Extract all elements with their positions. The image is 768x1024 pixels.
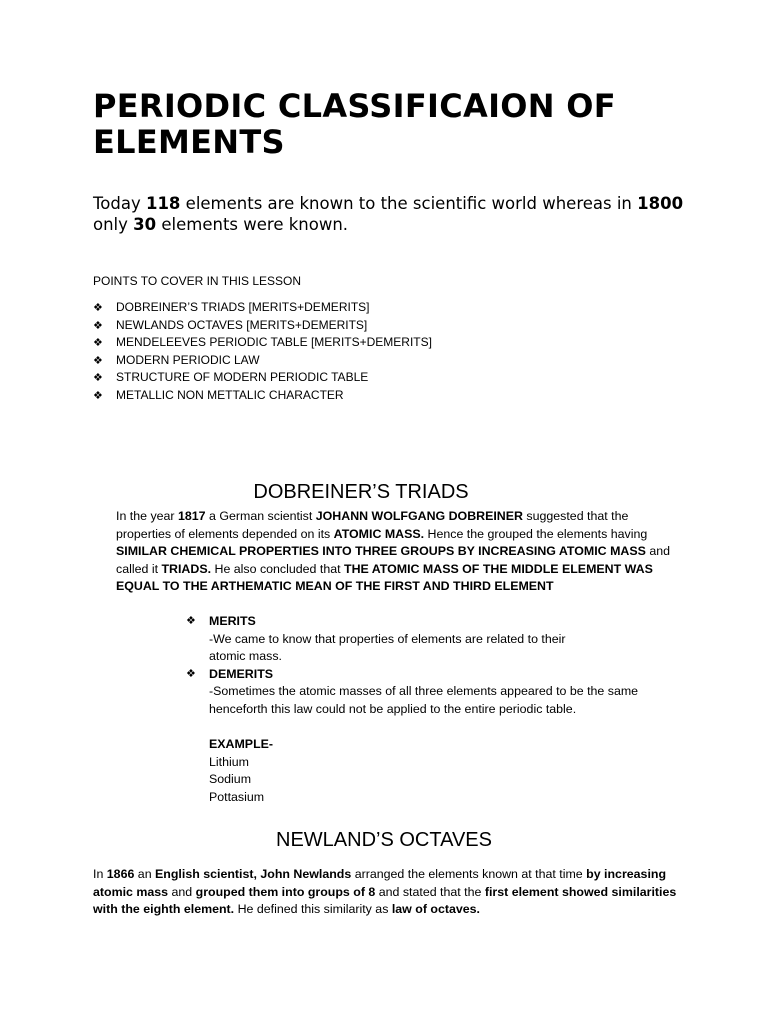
list-item (93, 317, 432, 335)
paragraph-bold: ATOMIC MASS. (333, 526, 425, 541)
intro-paragraph (93, 193, 693, 235)
newlands-paragraph (93, 866, 693, 919)
merits-text: atomic mass. (209, 649, 282, 664)
points-heading: POINTS TO COVER IN THIS LESSON (93, 274, 302, 288)
paragraph-bold: JOHANN WOLFGANG DOBREINER (315, 509, 523, 523)
list-item-label: MENDELEEVES PERIODIC TABLE [MERITS+DEMERITS] (116, 335, 432, 349)
merits-item (186, 613, 666, 666)
document-title: PERIODIC CLASSIFICAION OF ELEMENTS (93, 87, 616, 161)
paragraph-text: He also concluded that (211, 561, 344, 576)
paragraph-bold: SIMILAR CHEMICAL PROPERTIES INTO THREE GROUPS BY INCREASING ATOMIC MASS (116, 544, 646, 559)
paragraph-text: and (168, 884, 196, 899)
paragraph-bold: 1817 (178, 509, 206, 523)
diamond-bullet-icon: ❖ (93, 389, 103, 402)
intro-number: 118 (145, 194, 181, 213)
spacer (209, 719, 666, 737)
diamond-bullet-icon: ❖ (186, 667, 196, 680)
intro-number: 1800 (637, 194, 684, 213)
diamond-bullet-icon: ❖ (93, 319, 103, 332)
list-item (93, 369, 432, 387)
intro-text: only (93, 215, 134, 234)
diamond-bullet-icon: ❖ (93, 354, 103, 367)
paragraph-text: He defined this similarity as (234, 902, 392, 917)
example-item: Lithium (209, 754, 249, 769)
intro-text: elements are known to the scientific world whereas in (180, 194, 638, 213)
section-heading-text: DOBREINER’S TRIADS (253, 481, 469, 503)
paragraph-text: a German scientist (205, 509, 316, 523)
intro-text: elements were known. (156, 215, 349, 234)
example-label: EXAMPLE- (209, 737, 274, 752)
demerits-item (186, 666, 666, 807)
list-item-label: METALLIC NON METTALIC CHARACTER (116, 387, 344, 402)
paragraph-text: In the year (116, 509, 178, 523)
demerits-text: -Sometimes the atomic masses of all three elements appeared to be the same (209, 684, 639, 699)
diamond-bullet-icon: ❖ (186, 615, 196, 627)
paragraph-text: In (93, 867, 107, 881)
intro-number: 30 (133, 215, 157, 234)
paragraph-bold: 1866 (106, 867, 135, 881)
diamond-bullet-icon: ❖ (93, 337, 103, 349)
list-item (93, 334, 432, 352)
merits-label: MERITS (209, 614, 256, 628)
list-item-label: MODERN PERIODIC LAW (116, 352, 260, 367)
list-item-label: NEWLANDS OCTAVES [MERITS+DEMERITS] (116, 317, 368, 332)
paragraph-text: Hence the grouped the elements having (424, 526, 648, 541)
list-item (93, 387, 432, 405)
diamond-bullet-icon: ❖ (93, 302, 103, 314)
list-item (93, 299, 432, 317)
list-item-label: DOBREINER’S TRIADS [MERITS+DEMERITS] (116, 300, 370, 314)
demerits-text: henceforth this law could not be applied to the entire periodic table. (209, 701, 577, 716)
paragraph-text: and called it (116, 544, 670, 576)
paragraph-bold: by increasing atomic mass (93, 867, 667, 899)
list-item-label: STRUCTURE OF MODERN PERIODIC TABLE (116, 370, 369, 384)
list-item (93, 352, 432, 370)
merits-text: -We came to know that properties of elements are related to their (209, 631, 566, 646)
demerits-label: DEMERITS (209, 666, 274, 681)
diamond-bullet-icon: ❖ (93, 372, 103, 384)
paragraph-bold: grouped them into groups of 8 (195, 884, 376, 899)
paragraph-bold: law of octaves. (391, 902, 480, 917)
paragraph-bold: THE ATOMIC MASS OF THE MIDDLE ELEMENT WAS EQUAL TO THE ARTHEMATIC MEAN OF THE FIRST AND THIRD ELEMENT (116, 561, 653, 594)
paragraph-bold: English scientist, John Newlands (155, 867, 352, 881)
points-list (93, 299, 432, 404)
intro-text: Today (93, 194, 146, 213)
newlands-heading: NEWLAND’S OCTAVES (276, 829, 492, 851)
example-item: Pottasium (209, 789, 265, 804)
paragraph-bold: TRIADS. (161, 561, 212, 576)
paragraph-text: suggested that the properties of elements depended on its (116, 509, 629, 541)
paragraph-text: and stated that the (375, 884, 485, 899)
merits-demerits-block (186, 613, 666, 807)
dobreiner-heading (0, 480, 768, 504)
paragraph-bold: first element showed similarities with the eighth element. (93, 884, 677, 917)
example-item: Sodium (209, 772, 252, 787)
dobreiner-paragraph (116, 508, 686, 596)
paragraph-text: an (134, 867, 156, 881)
paragraph-text: arranged the elements known at that time (351, 867, 587, 881)
